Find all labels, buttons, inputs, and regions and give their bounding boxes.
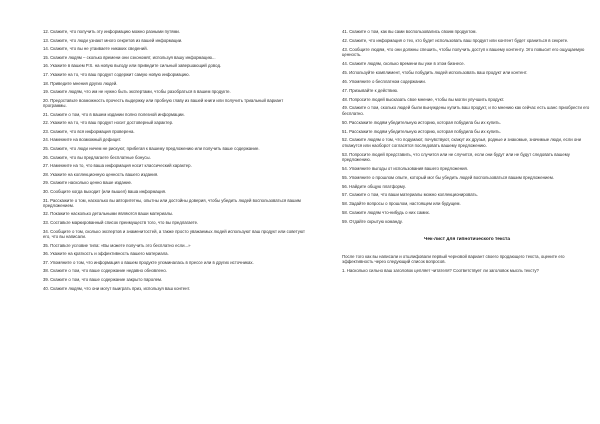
list-item: 18. Приведите мнения других людей. [43,80,118,86]
checklist-question: 1. Насколько сильно ваш заголовок цепляет читателя? Соответствует ли заголовок мысль тексту? [342,268,539,274]
list-item: 41. Скажите о том, как вы сами воспользовались своим продуктом. [342,29,477,34]
list-item: 35. Поставьте условие типа: «Вы можете получить это бесплатно если...» [43,242,191,248]
list-item: 42. Скажите, что информация о тех, кто будет использовать ваш продукт или контент будет храниться в секрете. [342,37,569,43]
right-list [342,29,592,224]
list-item: 16. Укажите в вашем P.S. на новую выгоду или приведите сильный завершающий довод. [43,63,222,69]
list-item: 13. Скажите, что люди узнают много секретов из вашей информации. [43,37,183,43]
checklist-heading: Чек-лист для гипнотического текста [423,237,511,243]
list-item: 37. Упомяните о том, что информация о вашем продукте упоминалась в прессе или в других источниках. [43,259,254,265]
list-item: 58. Скажите людям что-нибудь о них самих. [342,210,431,216]
list-item: 47. Призывайте к действию. [342,87,399,93]
list-item: 46. Упомяните о бесплатном содержании. [342,78,426,84]
right-column [342,29,592,278]
list-item: 32. Покажите насколько детальными являются ваши материалы. [43,211,174,217]
list-item: 17. Укажите на то, что ваш продукт содержит самую новую информацию. [43,71,190,77]
list-item: 48. Попросите людей высказать свое мнение, чтобы вы могли улучшить продукт. [342,96,505,102]
list-item: 45. Используйте комплимент, чтобы побудить людей использовать ваш продукт или контент. [342,69,528,75]
list-item: 31. Расскажите о том, насколько вы авторитетны, опытны или достойны доверия, чтобы убедить людей воспользоваться вашим предложением. [43,197,301,208]
list-item: 34. Сообщите о том, сколько экспертов и знаменитостей, а также просто уважаемых людей используют ваш продукт или советуют его, что вы написали. [43,228,305,239]
list-item: 20. Предоставьте возможность прочесть выдержку или пробную главу из вашей книги или получить триальный вариант программы. [43,97,284,109]
list-item: 59. Отдайте скрытую команду. [342,219,403,225]
list-item: 22. Укажите на то, что ваш продукт носит достоверный характер. [43,120,174,126]
checklist-intro: После того как вы написали и отшлифовали первый черновой вариант своего продающего текста, оцените его эффективность через следующий список вопросов. [342,253,565,264]
list-item: 19. Скажите людям, что им не нужно быть экспертами, чтобы разобраться в вашем продукте. [43,89,231,95]
list-item: 38. Скажите о том, что ваше содержание недавно обновлено. [43,268,167,274]
list-item: 39. Скажите о том, что ваше содержание закрыто паролем. [43,276,163,282]
list-item: 58. Задайте вопросы о прошлом, настоящем или будущем. [342,201,461,207]
list-item: 52. Скажите людям о том, что подумают, почувствуют, скажут их друзья, родные и знакомые, значимые люди, если они откажутся или наоборот согласятся последовать вашему предложению. [342,137,582,148]
list-item: 56. Найдите общую платформу. [342,183,406,189]
list-item: 12. Скажите, что получить эту информацию можно разными путями. [43,29,180,34]
list-item: 24. Намекните на возможный дефицит. [43,137,122,143]
list-item: 14. Скажите, что вы не утаиваете никаких сведений. [43,46,148,52]
list-item: 40. Скажите людям, что они могут выиграть приз, используя ваш контент. [43,285,191,291]
list-item: 49. Скажите о том, сколько людей были вынуждены купить ваш продукт, и по мнению как сейчас есть шанс приобрести его бесплатно. [342,105,590,116]
list-item: 33. Составьте маркированный список преимуществ того, что вы предлагаете. [43,220,199,226]
list-item: 51. Расскажите людям убедительную историю, которая побудила бы их купить. [342,128,501,134]
list-item: 26. Скажите, что вы предлагаете бесплатные бонусы. [43,154,151,160]
list-item: 27. Намекните на то, что ваша информация носит классический характер. [43,163,192,169]
list-item: 36. Укажите на краткость и эффективность вашего материала. [43,251,169,257]
list-item: 30. Сообщите когда выходит (или вышел) ваша информация. [43,188,167,194]
list-item: 57. Скажите о том, что ваши материалы можно коллекционировать. [342,192,478,198]
list-item: 29. Скажите насколько ценно ваше издание. [43,180,133,186]
list-item: 21. Скажите о том, что в вашем издании полно полезной информации. [43,111,185,117]
list-item: 23. Скажите, что вся информация проверена. [43,128,135,134]
list-item: 53. Попросите людей представить, что случится или не случится, если они будут или не будут следовать вашему предложению. [342,151,570,162]
list-item: 44. Скажите людям, сколько времени вы уже в этом бизнесе. [342,60,465,66]
list-item: 54. Упомяните выгоды от использования вашего предложения. [342,165,469,171]
list-item: 50. Расскажите людям убедительную историю, которая побудила бы их купить. [342,119,501,125]
list-item: 28. Укажите на коллекционную ценность вашего издания. [43,171,159,177]
list-item: 55. Упомяните о прошлом опыте, который мог бы убедить людей воспользоваться вашим предложением. [342,174,554,180]
left-column [43,29,305,294]
list-item: 15. Скажите людям – сколько времени они сэкономят, используя вашу информацию... [43,54,216,60]
list-item: 25. Скажите, что люди ничем не рискуют, прибегая к вашему предложению или получить ваше содержание. [43,146,260,152]
list-item: 43. Сообщите людям, что они должны спешить, чтобы получить доступ к вашему контенту. Это повысит его ощущаемую ценность. [342,46,585,58]
